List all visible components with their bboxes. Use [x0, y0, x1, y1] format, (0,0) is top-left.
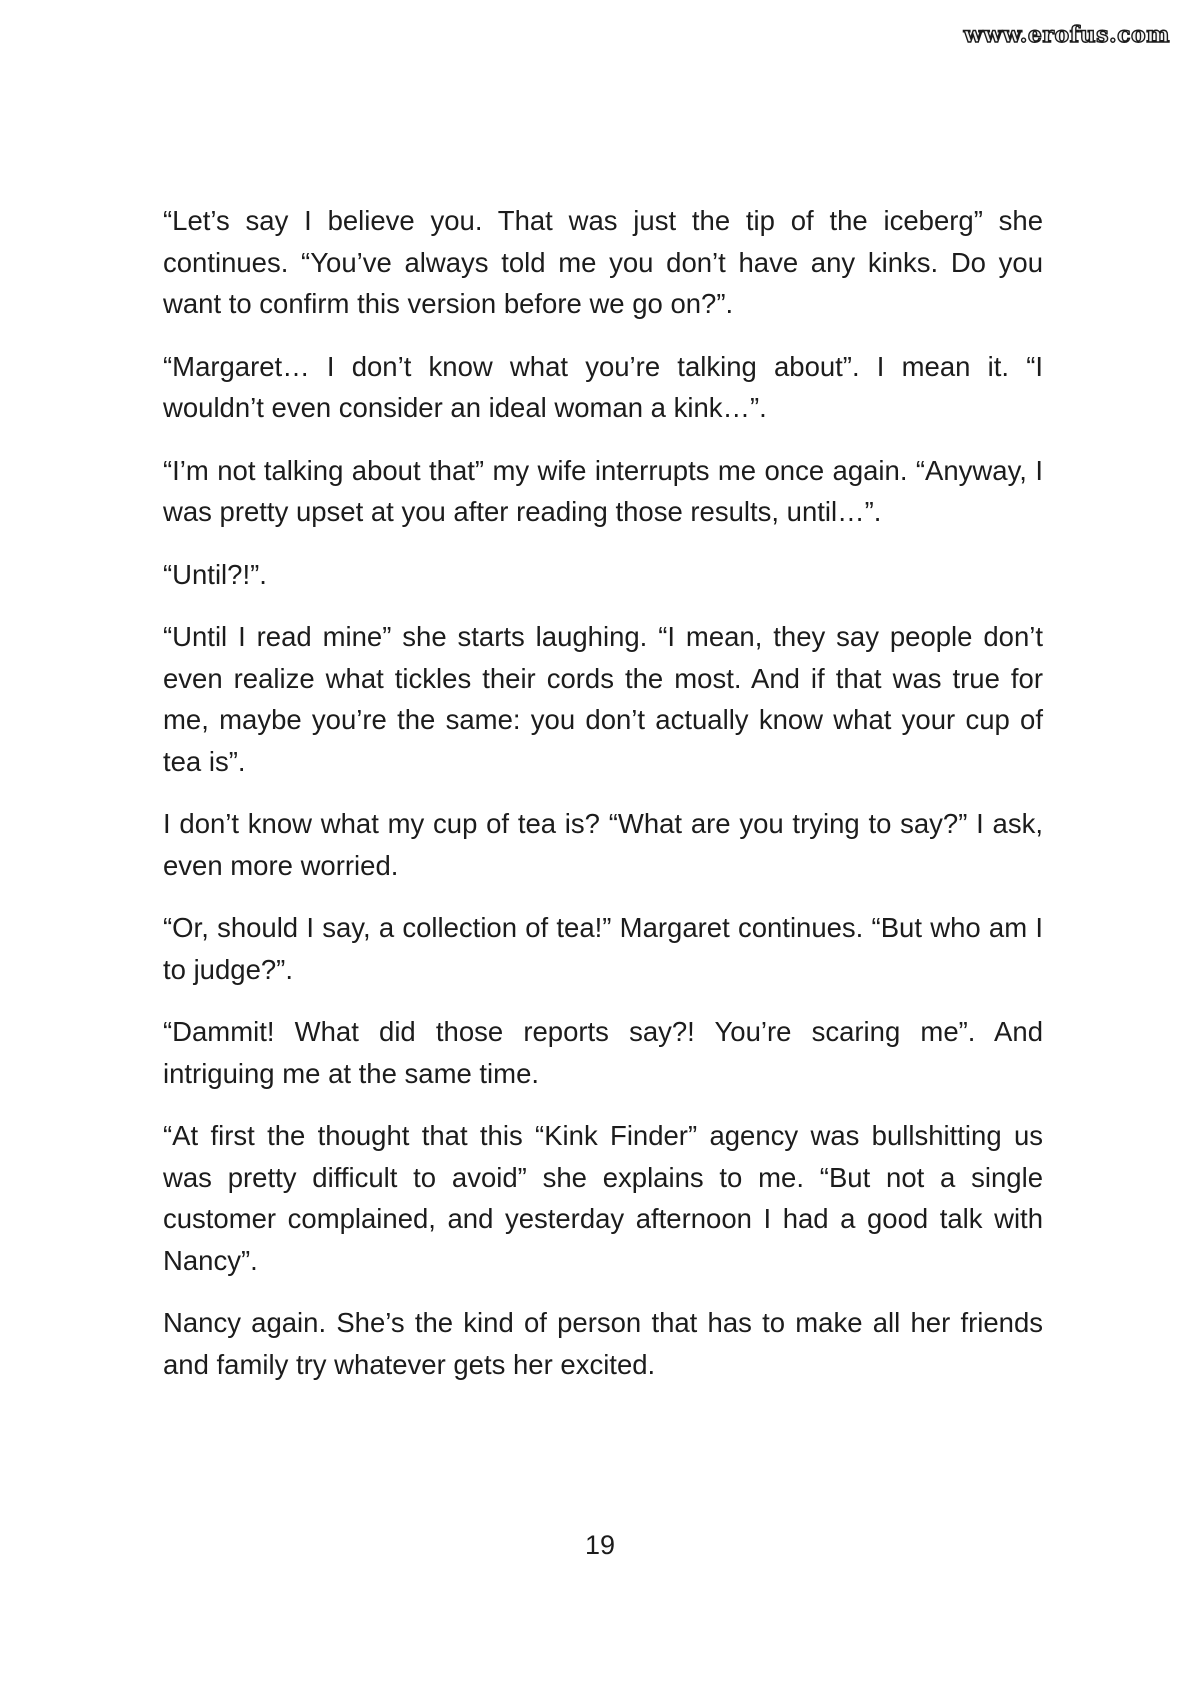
page-number: 19 — [584, 1530, 616, 1560]
paragraph: I don’t know what my cup of tea is? “What are you trying to say?” I ask, even more worried. — [163, 808, 1043, 881]
paragraph: “Dammit! What did those reports say?! You’re scaring me”. And intriguing me at the same time. — [163, 1016, 1043, 1089]
paragraph: “Or, should I say, a collection of tea!” Margaret continues. “But who am I to judge?”. — [163, 912, 1043, 985]
paragraph: “I’m not talking about that” my wife interrupts me once again. “Anyway, I was pretty upset at you after reading those results, until…”. — [163, 454, 1043, 527]
paragraph: “Margaret… I don’t know what you’re talking about”. I mean it. “I wouldn’t even consider an ideal woman a kink…”. — [163, 350, 1043, 423]
paragraph: “Until I read mine” she starts laughing. “I mean, they say people don’t even realize what tickles their cords the most. And if that was true for me, maybe you’re the same: you don’t actually know what your cup of tea is”. — [163, 621, 1043, 777]
paragraph: “At first the thought that this “Kink Finder” agency was bullshitting us was pretty difficult to avoid” she explains to me. “But not a single customer complained, and yesterday afternoon I had a good talk with Nancy”. — [163, 1120, 1043, 1276]
paragraph: “Until?!”. — [163, 558, 267, 590]
watermark: www.erofus.com — [963, 22, 1170, 48]
page-body — [163, 200, 1043, 1406]
paragraph: “Let’s say I believe you. That was just the tip of the iceberg” she continues. “You’ve always told me you don’t have any kinks. Do you want to confirm this version before we go on?”. — [163, 205, 1043, 319]
paragraph: Nancy again. She’s the kind of person that has to make all her friends and family try whatever gets her excited. — [163, 1307, 1043, 1380]
